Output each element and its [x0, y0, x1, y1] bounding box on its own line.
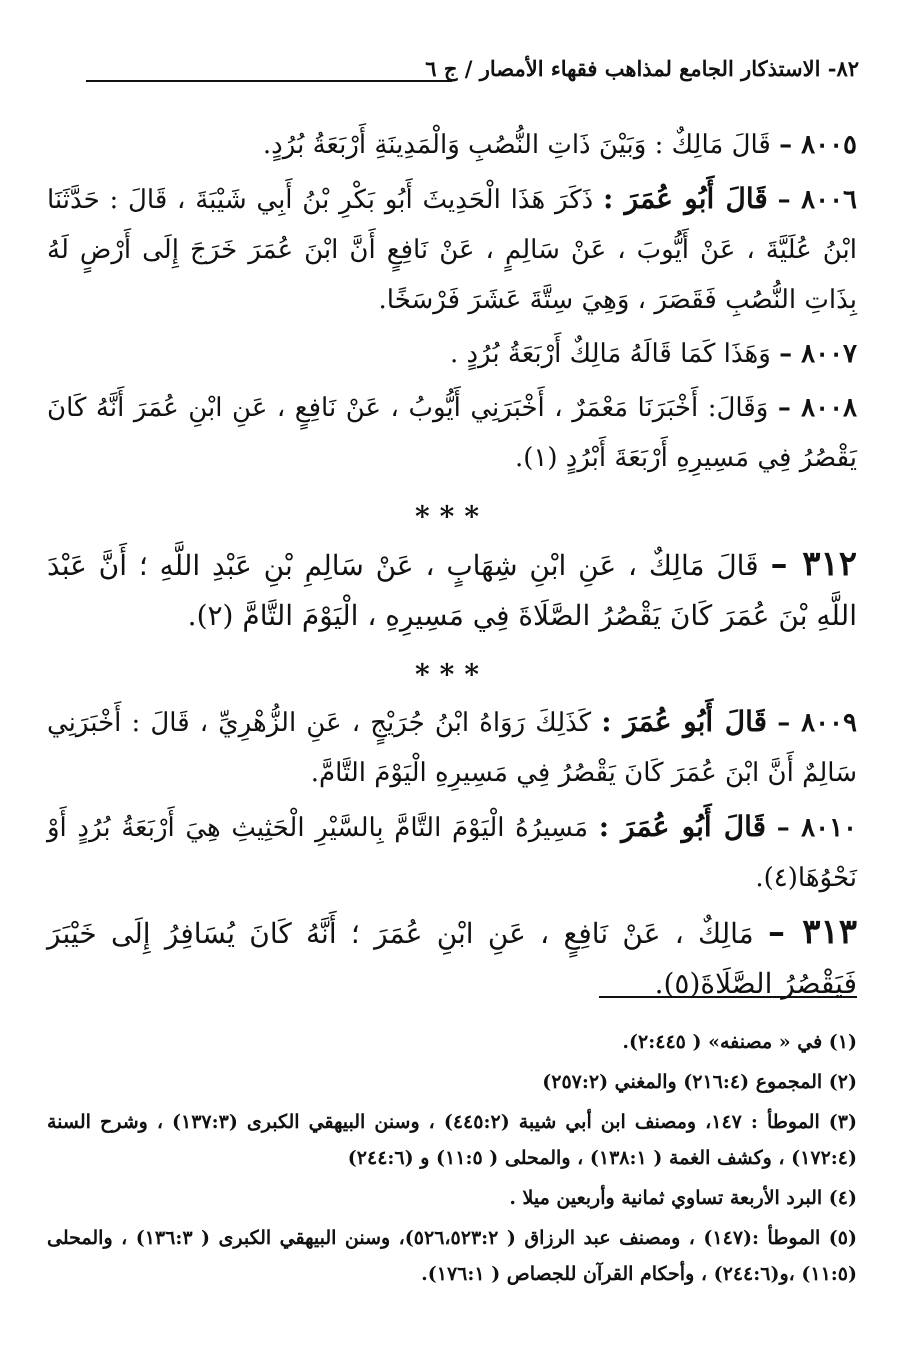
paragraph-number: ٨٠١٠ –	[776, 813, 858, 843]
paragraph-number: ٨٠٠٦ –	[777, 185, 857, 215]
paragraph-8009	[47, 697, 857, 798]
paragraph-text: مَسِيرُهُ الْيَوْمَ التَّامَّ بِالسَّيْرِ الْحَثِيثِ هِيَ أَرْبَعَةُ بُرُدٍ أَوْ نَحْوُهَا(٤).	[47, 813, 857, 893]
paragraph-8008	[47, 383, 857, 483]
header-rule	[86, 80, 452, 82]
paragraph-text: قَالَ مَالِكٌ : وَبَيْنَ ذَاتِ النُّصُبِ وَالْمَدِينَةِ أَرْبَعَةُ بُرُدٍ.	[262, 130, 771, 160]
footnote-5: (٥) الموطأ :(١٤٧) ، ومصنف عبد الرزاق ( ٥٢٦،٥٢٣:٢)، وسنن البيهقي الكبرى ( ١٣٦:٣) ، والمحلى (١١:٥) ،و(٢٤٤:٦) ، وأحكام القرآن للجصاص ( ١٧٦:١).	[47, 1227, 857, 1285]
hadith-312	[47, 539, 857, 641]
paragraph-lead: قَالَ أَبُو عُمَرَ :	[598, 810, 767, 843]
paragraph-8010	[47, 802, 857, 903]
paragraph-number: ٨٠٠٥ –	[779, 130, 857, 160]
footnote-1: (١) في « مصنفه» ( ٢:٤٤٥).	[622, 1031, 857, 1053]
footnote-3: (٣) الموطأ : ١٤٧، ومصنف ابن أبي شيبة (٤٤٥:٢) ، وسنن البيهقي الكبرى (١٣٧:٣) ، وشرح السنة (١٧٢:٤) ، وكشف الغمة ( ١٣٨:١) ، والمحلى ( ١١:٥) و (٢٤٤:٦)	[47, 1111, 857, 1169]
paragraph-text: وَهَذَا كَمَا قَالَهُ مَالِكٌ أَرْبَعَةُ بُرُدٍ .	[449, 339, 771, 369]
paragraph-8005	[47, 120, 857, 170]
paragraph-lead: قَالَ أَبُو عُمَرَ :	[601, 705, 768, 738]
paragraph-number: ٨٠٠٧ –	[779, 339, 857, 369]
paragraph-number: ٨٠٠٨ –	[777, 393, 857, 423]
hadith-text: مَالِكٌ ، عَنْ نَافِعٍ ، عَنِ ابْنِ عُمَرَ ؛ أَنَّهُ كَانَ يُسَافِرُ إِلَى خَيْبَرَ فَيَقْصُرُ الصَّلَاةَ(٥).	[47, 917, 857, 1000]
hadith-number: ٣١٣ –	[767, 912, 858, 952]
section-separator: ***	[415, 500, 489, 533]
section-separator: ***	[415, 658, 489, 691]
page-header: ٨٢- الاستذكار الجامع لمذاهب فقهاء الأمصار / ج ٦	[425, 56, 859, 81]
footnotes	[47, 1024, 857, 1296]
hadith-number: ٣١٢ –	[770, 544, 857, 584]
footnote-rule	[599, 996, 857, 998]
paragraph-text: كَذَلِكَ رَوَاهُ ابْنُ جُرَيْجٍ ، عَنِ الزُّهْرِيِّ ، قَالَ : أَخْبَرَنِي سَالِمٌ أَنَّ ابْنَ عُمَرَ كَانَ يَقْصُرُ فِي مَسِيرِهِ الْيَوْمَ التَّامَّ.	[47, 708, 857, 788]
footnote-4: (٤) البرد الأربعة تساوي ثمانية وأربعين ميلا .	[509, 1187, 857, 1209]
hadith-text: قَالَ مَالِكٌ ، عَنِ ابْنِ شِهَابٍ ، عَنْ سَالِمِ بْنِ عَبْدِ اللَّهِ ؛ أَنَّ عَبْدَ اللَّهِ بْنَ عُمَرَ كَانَ يَقْصُرُ الصَّلَاةَ فِي مَسِيرِهِ ، الْيَوْمَ التَّامَّ (٢).	[47, 549, 857, 632]
paragraph-8006	[47, 174, 857, 325]
paragraph-text: ذَكَرَ هَذَا الْحَدِيثَ أَبُو بَكْرِ بْنُ أَبِي شَيْبَةَ ، قَالَ : حَدَّثَنَا ابْنُ عُلَيَّةَ ، عَنْ أَيُّوبَ ، عَنْ سَالِمٍ ، عَنْ نَافِعٍ أَنَّ ابْنَ عُمَرَ خَرَجَ إِلَى أَرْضٍ لَهُ بِذَاتِ النُّصُبِ فَقَصَرَ ، وَهِيَ سِتَّةَ عَشَرَ فَرْسَخًا.	[47, 185, 857, 315]
paragraph-text: وَقَالَ: أَخْبَرَنَا مَعْمَرٌ ، أَخْبَرَنِي أَيُّوبُ ، عَنْ نَافِعٍ ، عَنِ ابْنِ عُمَرَ أَنَّهُ كَانَ يَقْصُرُ فِي مَسِيرِهِ أَرْبَعَةَ أَبْرُدٍ (١).	[47, 393, 857, 473]
main-text	[47, 120, 857, 1013]
footnote-2: (٢) المجموع (٢١٦:٤) والمغني (٢٥٧:٢)	[542, 1071, 857, 1093]
paragraph-lead: قَالَ أَبُو عُمَرَ :	[603, 182, 768, 215]
paragraph-number: ٨٠٠٩ –	[777, 708, 857, 738]
hadith-313	[47, 907, 857, 1009]
paragraph-8007	[47, 329, 857, 379]
